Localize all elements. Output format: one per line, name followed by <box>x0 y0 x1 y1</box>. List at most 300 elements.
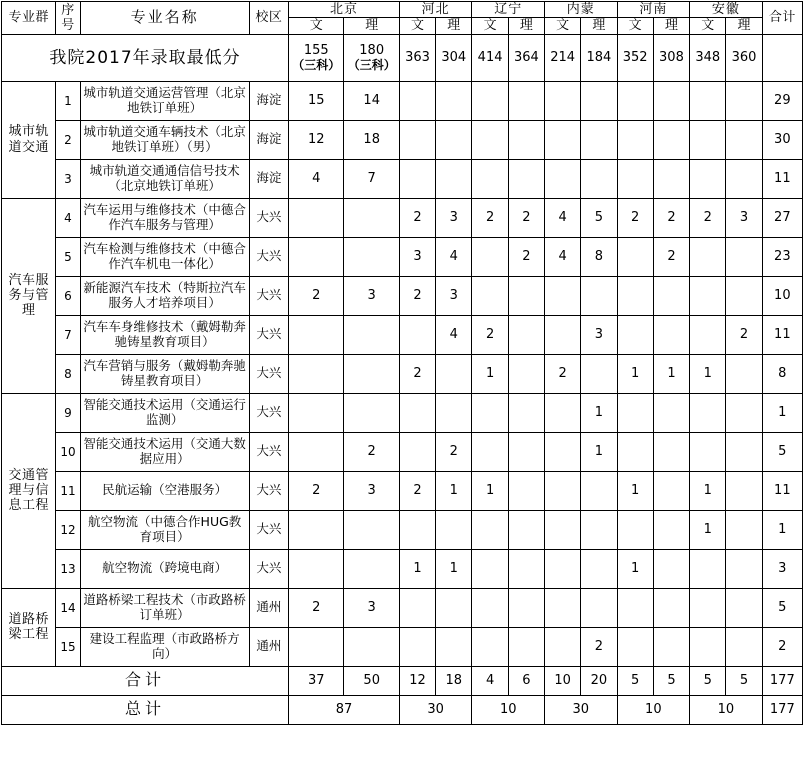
enrollment-count <box>545 510 581 549</box>
program-name: 汽车车身维修技术（戴姆勒奔驰铸星教育项目） <box>80 315 249 354</box>
enrollment-count <box>581 276 617 315</box>
enrollment-count <box>472 237 508 276</box>
row-number: 8 <box>56 354 80 393</box>
enrollment-count <box>472 510 508 549</box>
enrollment-count: 2 <box>399 198 435 237</box>
enrollment-count <box>399 627 435 666</box>
enrollment-count: 2 <box>472 315 508 354</box>
campus-name: 大兴 <box>249 315 288 354</box>
enrollment-count: 4 <box>436 237 472 276</box>
enrollment-count: 2 <box>399 354 435 393</box>
enrollment-count <box>436 81 472 120</box>
table-row <box>2 627 803 666</box>
enrollment-count <box>289 510 344 549</box>
enrollment-count <box>472 432 508 471</box>
enrollment-count <box>690 549 726 588</box>
header-row-top <box>2 2 803 18</box>
row-total: 27 <box>762 198 802 237</box>
enrollment-count: 1 <box>436 471 472 510</box>
enrollment-count: 2 <box>436 432 472 471</box>
header-province-neimeng: 内蒙 <box>545 2 618 18</box>
enrollment-count <box>545 432 581 471</box>
enrollment-count <box>617 315 653 354</box>
table-row <box>2 120 803 159</box>
subtotal-label: 合计 <box>2 666 289 695</box>
enrollment-count <box>344 315 399 354</box>
enrollment-count <box>726 510 762 549</box>
row-number: 12 <box>56 510 80 549</box>
enrollment-count <box>508 432 544 471</box>
subtotal-row <box>2 666 803 695</box>
enrollment-count <box>690 276 726 315</box>
enrollment-count <box>399 81 435 120</box>
header-beijing-wen: 文 <box>289 18 344 34</box>
subtotal-value: 5 <box>653 666 689 695</box>
enrollment-count: 2 <box>289 588 344 627</box>
enrollment-count <box>726 549 762 588</box>
table-row <box>2 549 803 588</box>
enrollment-count <box>726 276 762 315</box>
enrollment-count <box>436 120 472 159</box>
row-total: 8 <box>762 354 802 393</box>
table-row <box>2 276 803 315</box>
table-row <box>2 510 803 549</box>
enrollment-count <box>726 237 762 276</box>
enrollment-count: 1 <box>581 432 617 471</box>
min-score-value: 363 <box>399 34 435 81</box>
enrollment-count <box>399 315 435 354</box>
row-number: 9 <box>56 393 80 432</box>
enrollment-count: 2 <box>399 276 435 315</box>
table-row <box>2 393 803 432</box>
enrollment-count: 1 <box>617 354 653 393</box>
subtotal-value: 5 <box>617 666 653 695</box>
enrollment-count <box>653 81 689 120</box>
enrollment-count <box>545 276 581 315</box>
grandtotal-row <box>2 695 803 724</box>
enrollment-count <box>508 627 544 666</box>
campus-name: 大兴 <box>249 432 288 471</box>
row-total: 30 <box>762 120 802 159</box>
row-total: 11 <box>762 159 802 198</box>
enrollment-count <box>726 471 762 510</box>
enrollment-count <box>472 549 508 588</box>
program-name: 航空物流（中德合作HUG教育项目） <box>80 510 249 549</box>
row-number: 3 <box>56 159 80 198</box>
enrollment-count <box>690 120 726 159</box>
enrollment-count <box>472 81 508 120</box>
enrollment-count <box>289 432 344 471</box>
enrollment-count: 2 <box>581 627 617 666</box>
enrollment-count: 2 <box>508 237 544 276</box>
enrollment-count: 1 <box>690 510 726 549</box>
header-province-henan: 河南 <box>617 2 690 18</box>
campus-name: 海淀 <box>249 81 288 120</box>
row-number: 7 <box>56 315 80 354</box>
enrollment-count: 14 <box>344 81 399 120</box>
subtotal-value: 37 <box>289 666 344 695</box>
enrollment-count: 2 <box>289 471 344 510</box>
enrollment-count <box>690 588 726 627</box>
subtotal-value: 5 <box>726 666 762 695</box>
row-total: 1 <box>762 510 802 549</box>
campus-name: 大兴 <box>249 198 288 237</box>
enrollment-count: 2 <box>653 198 689 237</box>
header-neimeng-li: 理 <box>581 18 617 34</box>
enrollment-count: 18 <box>344 120 399 159</box>
enrollment-count <box>617 510 653 549</box>
enrollment-count <box>690 432 726 471</box>
header-province-anhui: 安徽 <box>690 2 763 18</box>
enrollment-count: 3 <box>436 198 472 237</box>
table-row <box>2 354 803 393</box>
enrollment-count: 5 <box>581 198 617 237</box>
table-row <box>2 198 803 237</box>
enrollment-count <box>436 510 472 549</box>
enrollment-count <box>726 120 762 159</box>
enrollment-count <box>581 354 617 393</box>
min-score-label: 我院2017年录取最低分 <box>2 34 289 81</box>
min-score-value: 180 （三科） <box>344 34 399 81</box>
program-name: 城市轨道交通通信信号技术（北京地铁订单班） <box>80 159 249 198</box>
enrollment-count <box>344 237 399 276</box>
enrollment-count <box>344 510 399 549</box>
enrollment-count <box>289 198 344 237</box>
subtotal-value: 50 <box>344 666 399 695</box>
enrollment-count <box>653 471 689 510</box>
grandtotal-value: 87 <box>289 695 400 724</box>
enrollment-count <box>726 393 762 432</box>
enrollment-count: 3 <box>344 276 399 315</box>
row-total: 1 <box>762 393 802 432</box>
enrollment-count: 4 <box>289 159 344 198</box>
enrollment-count: 2 <box>472 198 508 237</box>
enrollment-count: 3 <box>399 237 435 276</box>
program-name: 道路桥梁工程技术（市政路桥订单班） <box>80 588 249 627</box>
enrollment-count <box>472 276 508 315</box>
min-score-value: 155 （三科） <box>289 34 344 81</box>
enrollment-count <box>508 510 544 549</box>
header-beijing-li: 理 <box>344 18 399 34</box>
enrollment-count <box>617 237 653 276</box>
row-total: 5 <box>762 588 802 627</box>
program-name: 建设工程监理（市政路桥方向） <box>80 627 249 666</box>
grandtotal-value: 10 <box>617 695 690 724</box>
campus-name: 大兴 <box>249 237 288 276</box>
enrollment-count <box>508 393 544 432</box>
enrollment-count <box>436 627 472 666</box>
enrollment-count <box>399 510 435 549</box>
enrollment-count: 2 <box>344 432 399 471</box>
subtotal-value: 18 <box>436 666 472 695</box>
enrollment-count <box>726 432 762 471</box>
subtotal-value: 5 <box>690 666 726 695</box>
row-total: 3 <box>762 549 802 588</box>
enrollment-count <box>545 120 581 159</box>
enrollment-count <box>399 432 435 471</box>
enrollment-count <box>581 588 617 627</box>
enrollment-count: 1 <box>617 549 653 588</box>
header-anhui-wen: 文 <box>690 18 726 34</box>
min-score-value: 214 <box>545 34 581 81</box>
enrollment-count <box>726 159 762 198</box>
enrollment-count <box>581 510 617 549</box>
row-number: 4 <box>56 198 80 237</box>
enrollment-count <box>545 81 581 120</box>
header-group: 专业群 <box>2 2 56 35</box>
enrollment-count <box>617 276 653 315</box>
enrollment-count: 3 <box>436 276 472 315</box>
enrollment-count: 8 <box>581 237 617 276</box>
enrollment-count <box>617 627 653 666</box>
enrollment-count <box>617 588 653 627</box>
enrollment-count <box>545 159 581 198</box>
header-hebei-wen: 文 <box>399 18 435 34</box>
subtotal-value: 20 <box>581 666 617 695</box>
enrollment-count <box>690 393 726 432</box>
enrollment-count: 2 <box>545 354 581 393</box>
enrollment-count: 2 <box>653 237 689 276</box>
enrollment-count <box>653 432 689 471</box>
header-henan-wen: 文 <box>617 18 653 34</box>
enrollment-count <box>617 432 653 471</box>
enrollment-count <box>545 315 581 354</box>
subtotal-total: 177 <box>762 666 802 695</box>
enrollment-count <box>653 549 689 588</box>
enrollment-count <box>472 588 508 627</box>
min-score-total <box>762 34 802 81</box>
campus-name: 海淀 <box>249 120 288 159</box>
header-anhui-li: 理 <box>726 18 762 34</box>
subtotal-value: 6 <box>508 666 544 695</box>
enrollment-count <box>726 627 762 666</box>
enrollment-count <box>545 471 581 510</box>
enrollment-count <box>289 354 344 393</box>
header-province-hebei: 河北 <box>399 2 472 18</box>
enrollment-count <box>289 393 344 432</box>
enrollment-count <box>472 159 508 198</box>
campus-name: 大兴 <box>249 549 288 588</box>
min-score-row <box>2 34 803 81</box>
row-total: 23 <box>762 237 802 276</box>
enrollment-count <box>581 81 617 120</box>
min-score-value: 352 <box>617 34 653 81</box>
campus-name: 通州 <box>249 588 288 627</box>
enrollment-count <box>653 159 689 198</box>
subtotal-value: 12 <box>399 666 435 695</box>
program-name: 城市轨道交通运营管理（北京地铁订单班） <box>80 81 249 120</box>
enrollment-count <box>289 315 344 354</box>
enrollment-count <box>289 627 344 666</box>
enrollment-count <box>653 510 689 549</box>
enrollment-count <box>545 588 581 627</box>
enrollment-count <box>653 393 689 432</box>
enrollment-count: 1 <box>472 354 508 393</box>
enrollment-count: 1 <box>436 549 472 588</box>
row-total: 10 <box>762 276 802 315</box>
enrollment-count <box>545 549 581 588</box>
enrollment-count <box>289 549 344 588</box>
enrollment-count <box>399 393 435 432</box>
enrollment-count <box>726 588 762 627</box>
enrollment-count <box>436 588 472 627</box>
min-score-value: 304 <box>436 34 472 81</box>
enrollment-count <box>436 159 472 198</box>
enrollment-count <box>399 120 435 159</box>
min-score-note: （三科） <box>347 58 396 73</box>
min-score-value: 360 <box>726 34 762 81</box>
enrollment-count <box>545 393 581 432</box>
min-score-note: （三科） <box>292 58 341 73</box>
enrollment-count <box>690 159 726 198</box>
program-name: 汽车检测与维修技术（中德合作汽车机电一体化） <box>80 237 249 276</box>
enrollment-count <box>399 159 435 198</box>
program-name: 城市轨道交通车辆技术（北京地铁订单班）（男） <box>80 120 249 159</box>
enrollment-count <box>545 627 581 666</box>
table-row <box>2 237 803 276</box>
grandtotal-value: 30 <box>545 695 618 724</box>
enrollment-count: 12 <box>289 120 344 159</box>
campus-name: 海淀 <box>249 159 288 198</box>
row-total: 29 <box>762 81 802 120</box>
enrollment-count <box>508 120 544 159</box>
enrollment-count <box>508 471 544 510</box>
enrollment-count <box>653 627 689 666</box>
enrollment-count: 4 <box>436 315 472 354</box>
enrollment-count <box>289 237 344 276</box>
header-no: 序号 <box>56 2 80 35</box>
header-henan-li: 理 <box>653 18 689 34</box>
enrollment-count <box>508 354 544 393</box>
subtotal-value: 4 <box>472 666 508 695</box>
min-score-value: 414 <box>472 34 508 81</box>
enrollment-count <box>472 120 508 159</box>
enrollment-count: 3 <box>726 198 762 237</box>
enrollment-count <box>726 354 762 393</box>
campus-name: 大兴 <box>249 471 288 510</box>
program-group-label: 城市轨道交通 <box>2 81 56 198</box>
enrollment-count <box>653 315 689 354</box>
enrollment-count: 7 <box>344 159 399 198</box>
enrollment-count: 1 <box>399 549 435 588</box>
row-number: 14 <box>56 588 80 627</box>
row-number: 5 <box>56 237 80 276</box>
enrollment-count <box>344 549 399 588</box>
enrollment-count <box>472 393 508 432</box>
table-row <box>2 159 803 198</box>
header-neimeng-wen: 文 <box>545 18 581 34</box>
enrollment-count <box>690 81 726 120</box>
row-total: 5 <box>762 432 802 471</box>
program-group-label: 交通管理与信息工程 <box>2 393 56 588</box>
enrollment-count <box>344 354 399 393</box>
enrollment-count <box>508 588 544 627</box>
enrollment-count: 1 <box>690 354 726 393</box>
grandtotal-label: 总计 <box>2 695 289 724</box>
table-body <box>2 34 803 724</box>
program-group-label: 道路桥梁工程 <box>2 588 56 666</box>
header-province-beijing: 北京 <box>289 2 400 18</box>
min-score-value: 184 <box>581 34 617 81</box>
program-name: 民航运输（空港服务） <box>80 471 249 510</box>
program-name: 航空物流（跨境电商） <box>80 549 249 588</box>
enrollment-count <box>436 354 472 393</box>
enrollment-count <box>726 81 762 120</box>
enrollment-count: 4 <box>545 237 581 276</box>
enrollment-count <box>581 471 617 510</box>
table-header <box>2 2 803 35</box>
enrollment-count <box>508 315 544 354</box>
min-score-value: 308 <box>653 34 689 81</box>
table-row <box>2 588 803 627</box>
min-score-value: 364 <box>508 34 544 81</box>
row-number: 11 <box>56 471 80 510</box>
enrollment-count <box>690 237 726 276</box>
grandtotal-total: 177 <box>762 695 802 724</box>
enrollment-count <box>399 588 435 627</box>
enrollment-count: 2 <box>289 276 344 315</box>
table-row <box>2 315 803 354</box>
grandtotal-value: 10 <box>472 695 545 724</box>
row-number: 6 <box>56 276 80 315</box>
program-name: 汽车营销与服务（戴姆勒奔驰铸星教育项目） <box>80 354 249 393</box>
enrollment-count <box>344 393 399 432</box>
row-number: 10 <box>56 432 80 471</box>
table-row <box>2 471 803 510</box>
enrollment-count: 2 <box>690 198 726 237</box>
row-number: 15 <box>56 627 80 666</box>
header-hebei-li: 理 <box>436 18 472 34</box>
admissions-table <box>1 1 803 725</box>
enrollment-count <box>690 627 726 666</box>
enrollment-count: 3 <box>344 471 399 510</box>
row-total: 11 <box>762 471 802 510</box>
campus-name: 大兴 <box>249 276 288 315</box>
program-name: 智能交通技术运用（交通运行监测） <box>80 393 249 432</box>
enrollment-count: 2 <box>617 198 653 237</box>
header-campus: 校区 <box>249 2 288 35</box>
enrollment-count: 15 <box>289 81 344 120</box>
program-name: 汽车运用与维修技术（中德合作汽车服务与管理） <box>80 198 249 237</box>
enrollment-count: 1 <box>653 354 689 393</box>
campus-name: 大兴 <box>249 393 288 432</box>
grandtotal-value: 10 <box>690 695 763 724</box>
table-row <box>2 432 803 471</box>
grandtotal-value: 30 <box>399 695 472 724</box>
table-row <box>2 81 803 120</box>
enrollment-count <box>472 627 508 666</box>
row-number: 2 <box>56 120 80 159</box>
enrollment-count <box>344 198 399 237</box>
enrollment-count: 1 <box>690 471 726 510</box>
enrollment-count: 2 <box>399 471 435 510</box>
enrollment-count <box>617 159 653 198</box>
enrollment-count <box>581 120 617 159</box>
enrollment-count: 1 <box>472 471 508 510</box>
enrollment-count <box>653 276 689 315</box>
row-number: 1 <box>56 81 80 120</box>
enrollment-count <box>508 276 544 315</box>
enrollment-count: 3 <box>581 315 617 354</box>
enrollment-count: 1 <box>581 393 617 432</box>
enrollment-count: 3 <box>344 588 399 627</box>
enrollment-count <box>508 549 544 588</box>
program-group-label: 汽车服务与管理 <box>2 198 56 393</box>
enrollment-count: 1 <box>617 471 653 510</box>
enrollment-count <box>436 393 472 432</box>
header-liaoning-li: 理 <box>508 18 544 34</box>
enrollment-count <box>653 120 689 159</box>
